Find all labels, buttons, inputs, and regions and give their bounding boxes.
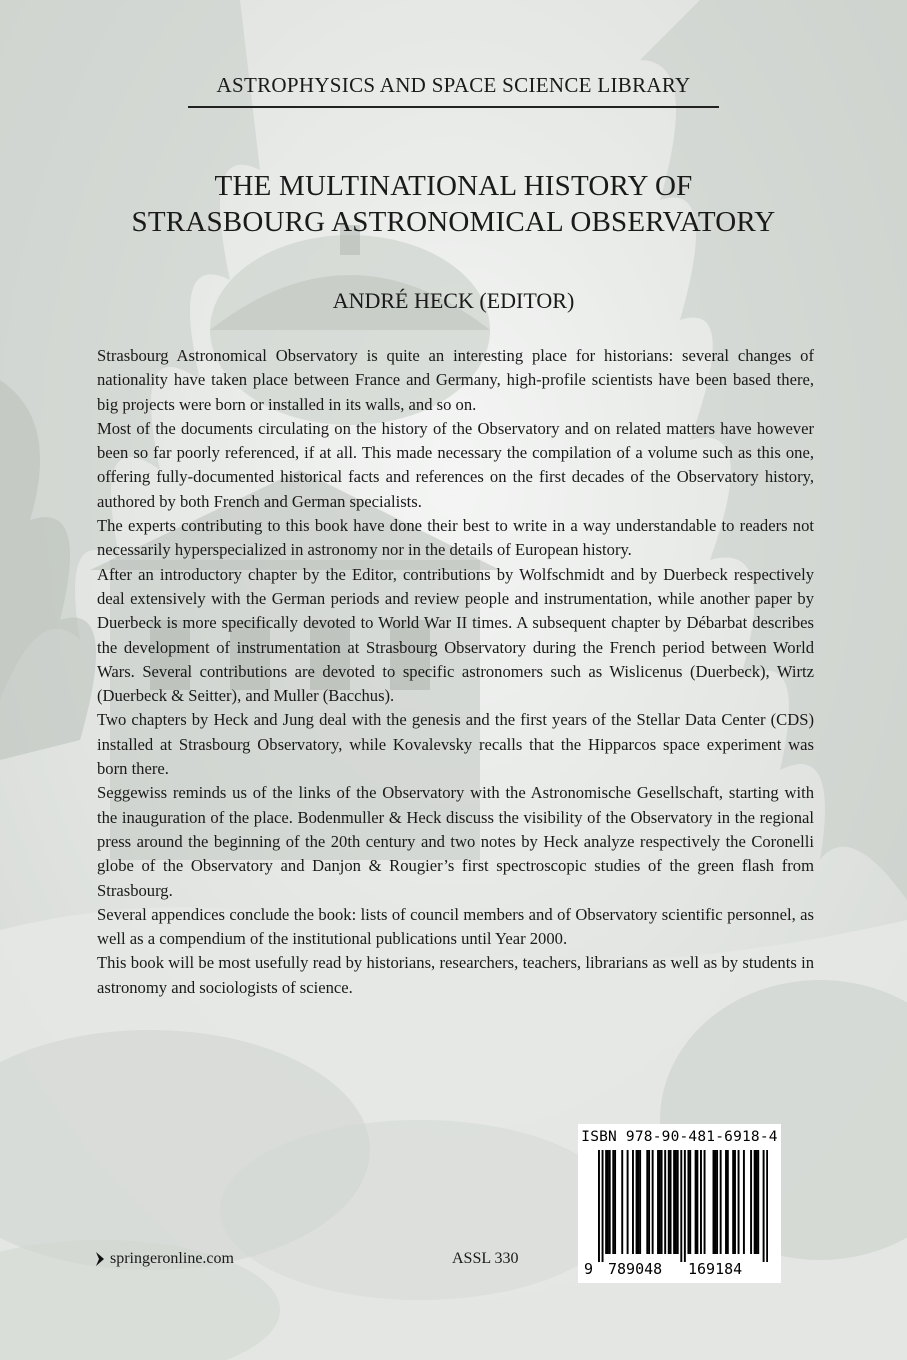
barcode-bar xyxy=(612,1150,614,1254)
barcode-bar xyxy=(716,1150,718,1254)
barcode-bar xyxy=(734,1150,736,1254)
barcode-left-digits: 789048 xyxy=(608,1260,663,1278)
header-rule xyxy=(188,106,719,108)
blurb-paragraph: Several appendices conclude the book: lists of council members and of Observatory scientific personnel, as well as a compendium of the institutional publications until Year 2000. xyxy=(97,904,814,949)
barcode-bar xyxy=(695,1150,697,1254)
barcode-bar xyxy=(621,1150,623,1254)
series-number: ASSL 330 xyxy=(452,1250,519,1267)
barcode-bar xyxy=(754,1150,756,1254)
barcode-bar xyxy=(668,1150,670,1254)
barcode-bar xyxy=(636,1150,638,1254)
series-title: ASTROPHYSICS AND SPACE SCIENCE LIBRARY xyxy=(216,73,691,97)
barcode-bar xyxy=(677,1150,679,1254)
barcode-first-digit: 9 xyxy=(584,1260,594,1278)
barcode-bar xyxy=(720,1150,722,1254)
barcode-bar xyxy=(687,1150,689,1254)
barcode-bar xyxy=(680,1150,682,1262)
barcode-bar xyxy=(598,1150,600,1262)
barcode-bar xyxy=(659,1150,661,1254)
book-title-line-2: STRASBOURG ASTRONOMICAL OBSERVATORY xyxy=(131,206,776,238)
barcode-bar xyxy=(607,1150,609,1254)
barcode-bar xyxy=(661,1150,663,1254)
barcode-bar xyxy=(614,1150,616,1254)
blurb-paragraph: Most of the documents circulating on the history of the Observatory and on related matters have however been so far poorly referenced, if at all. This made necessary the compilation of a volume such as this one, offering fully-documented historical facts and references on the first decades of the Observatory history, authored by both French and German specialists. xyxy=(97,418,814,511)
barcode-bar xyxy=(632,1150,634,1254)
chevron-right-icon xyxy=(95,1251,106,1267)
barcode-bar xyxy=(763,1150,765,1262)
barcode-bar xyxy=(732,1150,734,1254)
barcode-bar xyxy=(713,1150,715,1254)
barcode-bar xyxy=(657,1150,659,1254)
barcode-bar xyxy=(639,1150,641,1254)
barcode-bar xyxy=(673,1150,675,1254)
blurb-text xyxy=(97,344,814,1000)
barcode-bar xyxy=(704,1150,706,1254)
barcode-bar xyxy=(652,1150,654,1254)
barcode-bar xyxy=(743,1150,745,1254)
publisher-website xyxy=(95,1250,234,1268)
blurb-paragraph: After an introductory chapter by the Editor, contributions by Wolfschmidt and by Duerbeck respectively deal extensively with the German periods and review people and instrumentation, while another paper by Duerbeck is more specifically devoted to World War II times. A subsequent chapter by Débarbat describes the development of instrumentation at Strasbourg Observatory during the French period between World Wars. Several contributions are devoted to specific astronomers such as Wislicenus (Duerbeck), Wirtz (Duerbeck & Seitter), and Muller (Bacchus). xyxy=(97,564,814,706)
barcode-bar xyxy=(696,1150,698,1254)
barcode-bar xyxy=(755,1150,757,1254)
barcode-bar xyxy=(627,1150,629,1254)
blurb-paragraph: Strasbourg Astronomical Observatory is quite an interesting place for historians: several changes of nationality have taken place between France and Germany, high-profile scientists have been based there, big projects were born or installed in its walls, and so on. xyxy=(97,346,814,414)
book-title-line-1: THE MULTINATIONAL HISTORY OF xyxy=(214,170,693,202)
barcode-bar xyxy=(725,1150,727,1254)
barcode-bar xyxy=(637,1150,639,1254)
barcode-bar xyxy=(738,1150,740,1254)
barcode-bar xyxy=(700,1150,702,1254)
editor-credit: ANDRÉ HECK (EDITOR) xyxy=(332,288,575,313)
barcode-bars xyxy=(598,1150,768,1262)
website-text: springeronline.com xyxy=(110,1250,234,1267)
barcode-bar xyxy=(766,1150,768,1262)
isbn-label: ISBN 978-90-481-6918-4 xyxy=(581,1129,778,1145)
barcode-bar xyxy=(675,1150,677,1254)
barcode-bar xyxy=(605,1150,607,1254)
isbn-barcode xyxy=(578,1124,781,1283)
barcode-bar xyxy=(714,1150,716,1254)
barcode-bar xyxy=(689,1150,691,1254)
blurb-paragraph: The experts contributing to this book have done their best to write in a way understandable to readers not necessarily hyperspecialized in astronomy nor in the details of European history. xyxy=(97,516,814,560)
barcode-bar xyxy=(609,1150,611,1254)
barcode-bar xyxy=(727,1150,729,1254)
barcode-bar xyxy=(664,1150,666,1254)
barcode-bar xyxy=(757,1150,759,1254)
blurb-paragraph: Seggewiss reminds us of the links of the Observatory with the Astronomische Gesellschaft, starting with the inauguration of the place. Bodenmuller & Heck discuss the visibility of the Observatory in the regional press around the beginning of the 20th century and two notes by Heck analyze respectively the Coronelli globe of the Observatory and Danjon & Rougier’s first spectroscopic studies of the green flash from Strasbourg. xyxy=(97,783,814,900)
barcode-bar xyxy=(684,1150,686,1262)
book-title xyxy=(0,168,907,240)
barcode-bar xyxy=(648,1150,650,1254)
barcode-bar xyxy=(750,1150,752,1254)
barcode-bar xyxy=(646,1150,648,1254)
blurb-paragraph: Two chapters by Heck and Jung deal with the genesis and the first years of the Stellar Data Center (CDS) installed at Strasbourg Observatory, while Kovalevsky recalls that the Hipparcos space experiment was born there. xyxy=(97,710,814,779)
barcode-bar xyxy=(602,1150,604,1262)
barcode-bar xyxy=(670,1150,672,1254)
barcode-right-digits: 169184 xyxy=(688,1260,743,1278)
blurb-paragraph: This book will be most usefully read by historians, researchers, teachers, librarians as well as by students in astronomy and sociologists of science. xyxy=(97,953,814,997)
